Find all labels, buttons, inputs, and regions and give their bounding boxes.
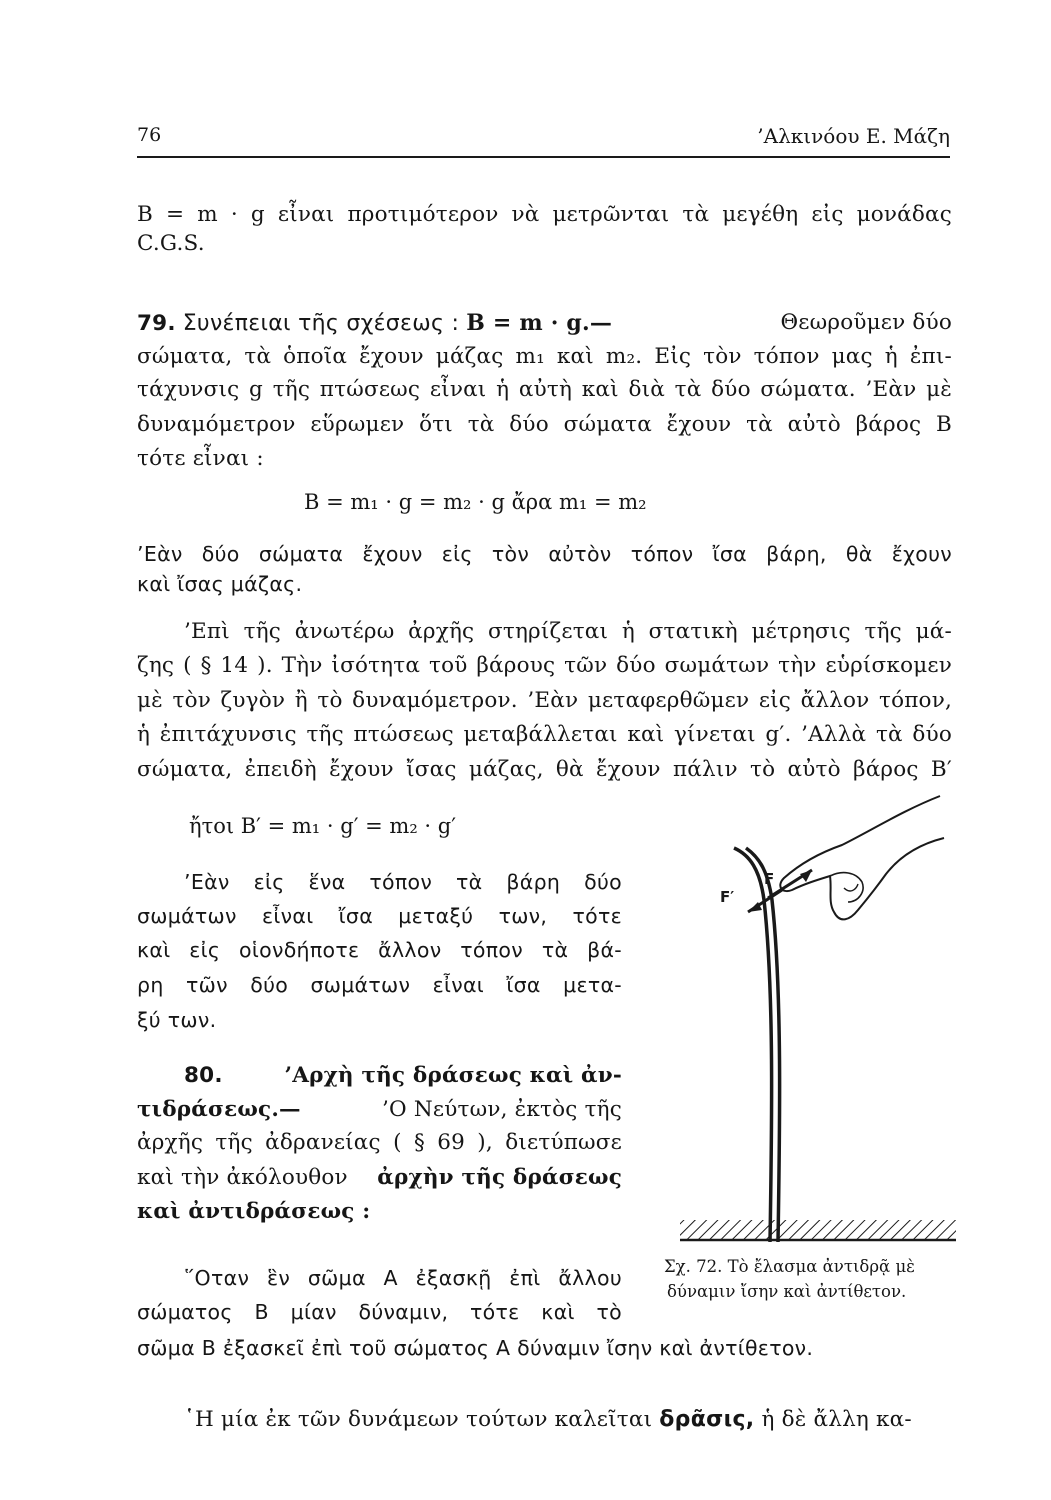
section-79-number: 79. <box>137 311 176 336</box>
para2-line-1: ’Επὶ τῆς ἀνωτέρω ἀρχῆς στηρίζεται ἡ στατικὴ μέτρησις τῆς μά- <box>184 619 952 644</box>
section-80-line3-start: καὶ τὴν ἀκόλουθον <box>137 1165 348 1190</box>
elastic-strip-edge <box>746 848 780 1242</box>
para3-line-5: ξύ των. <box>137 1008 217 1032</box>
intro-line-2: C.G.S. <box>137 231 205 256</box>
section-79-line-5: τότε εἶναι : <box>137 446 264 471</box>
last-line <box>184 1405 952 1435</box>
section-80-line-3 <box>137 1163 622 1193</box>
principle-line-3: σῶμα Β ἐξασκεῖ ἐπὶ τοῦ σώματος Α δύναμιν ἴσην καὶ ἀντίθετον. <box>137 1336 814 1360</box>
equation-1: B = m₁ · g = m₂ · g ἄρα m₁ = m₂ <box>304 490 647 514</box>
page-header <box>137 124 950 156</box>
para2-line-4: ἡ ἐπιτάχυνσις τῆς πτώσεως μεταβάλλεται καὶ γίνεται g′. ’Αλλὰ τὰ δύο <box>137 722 952 747</box>
section-80-line1-rest: ’Ο Νεύτων, ἐκτὸς τῆς <box>382 1097 622 1122</box>
section-80-title-part2: τιδράσεως.— <box>137 1097 301 1122</box>
section-79-title: Συνέπειαι τῆς σχέσεως : <box>182 311 460 336</box>
label-F-prime: F′ <box>720 888 735 906</box>
para3-line-1: ’Εὰν εἰς ἕνα τόπον τὰ βάρη δύο <box>184 870 622 894</box>
page-number: 76 <box>137 124 162 146</box>
section-79-heading <box>137 308 952 339</box>
conclusion-line-2: καὶ ἴσας μάζας. <box>137 572 303 596</box>
para2-line-3: μὲ τὸν ζυγὸν ἢ τὸ δυναμόμετρον. ’Εὰν μεταφερθῶμεν εἰς ἄλλον τόπον, <box>137 688 952 713</box>
para3-line-4: ρη τῶν δύο σωμάτων εἶναι ἴσα μετα- <box>137 973 622 997</box>
principle-line-2: σώματος Β μίαν δύναμιν, τότε καὶ τὸ <box>137 1300 622 1324</box>
section-79-line-3: τάχυνσις g τῆς πτώσεως εἶναι ἡ αὐτὴ καὶ διὰ τὰ δύο σώματα. ’Εὰν μὲ <box>137 377 952 402</box>
section-80-line3-bold: ἀρχὴν τῆς δράσεως <box>377 1165 622 1190</box>
para2-line-2: ζης ( § 14 ). Τὴν ἰσότητα τοῦ βάρους τῶν δύο σωμάτων τὴν εὑρίσκομεν <box>137 653 952 678</box>
conclusion-line-1: ’Εὰν δύο σώματα ἔχουν εἰς τὸν αὐτὸν τόπον ἴσα βάρη, θὰ ἔχουν <box>137 542 952 566</box>
para3-line-3: καὶ εἰς οἱονδήποτε ἄλλον τόπον τὰ βά- <box>137 938 622 962</box>
section-79-line-4: δυναμόμετρον εὕρωμεν ὅτι τὰ δύο σώματα ἔχουν τὰ αὐτὸ βάρος B <box>137 412 952 437</box>
hand-finger-detail <box>830 873 863 902</box>
section-79-line-2: σώματα, τὰ ὁποῖα ἔχουν μάζας m₁ καὶ m₂. Εἰς τὸν τόπον μας ἡ ἐπι- <box>137 344 952 369</box>
running-title: ’Αλκινόου Ε. Μάζη <box>757 124 950 148</box>
section-80-number: 80. <box>184 1063 223 1088</box>
intro-line-1: B = m · g εἶναι προτιμότερον νὰ μετρῶνται τὰ μεγέθη εἰς μονάδας <box>137 202 952 227</box>
ground-hatching <box>680 1220 956 1240</box>
section-80-line-2: ἀρχῆς τῆς ἀδρανείας ( § 69 ), διετύπωσε <box>137 1130 622 1155</box>
section-80-heading <box>184 1061 622 1091</box>
section-80-title-part1: ’Αρχὴ τῆς δράσεως καὶ ἀν- <box>284 1063 622 1088</box>
header-rule <box>137 156 950 158</box>
figure-caption-line-1: Σχ. 72. Τὸ ἔλασμα ἀντιδρᾷ μὲ <box>664 1257 916 1276</box>
section-79-line1-rest: Θεωροῦμεν δύο <box>780 310 952 335</box>
hand-fingernail <box>844 884 858 891</box>
last-line-start: ῾Η μία ἐκ τῶν δυνάμεων τούτων καλεῖται <box>184 1407 653 1432</box>
section-80-line-4: καὶ ἀντιδράσεως : <box>137 1199 371 1224</box>
section-80-line-1 <box>137 1095 622 1125</box>
principle-line-1: ῞Οταν ἓν σῶμα Α ἐξασκῇ ἐπὶ ἄλλου <box>184 1266 622 1290</box>
last-line-end: ἡ δὲ ἄλλη κα- <box>761 1407 912 1432</box>
hand-icon <box>780 796 944 919</box>
section-79-formula: B = m · g.— <box>466 310 613 336</box>
equation-2: ἤτοι B′ = m₁ · g′ = m₂ · g′ <box>189 814 456 838</box>
figure-72-illustration <box>672 790 962 1250</box>
force-arrow-F-head <box>800 870 812 882</box>
label-F: F <box>764 870 775 888</box>
figure-caption-line-2: δύναμιν ἴσην καὶ ἀντίθετον. <box>667 1282 907 1301</box>
para2-line-5: σώματα, ἐπειδὴ ἔχουν ἴσας μάζας, θὰ ἔχουν πάλιν τὸ αὐτὸ βάρος B′ <box>137 757 952 782</box>
para3-line-2: σωμάτων εἶναι ἴσα μεταξύ των, τότε <box>137 904 622 928</box>
last-line-bold: δρᾶσις, <box>659 1407 755 1432</box>
